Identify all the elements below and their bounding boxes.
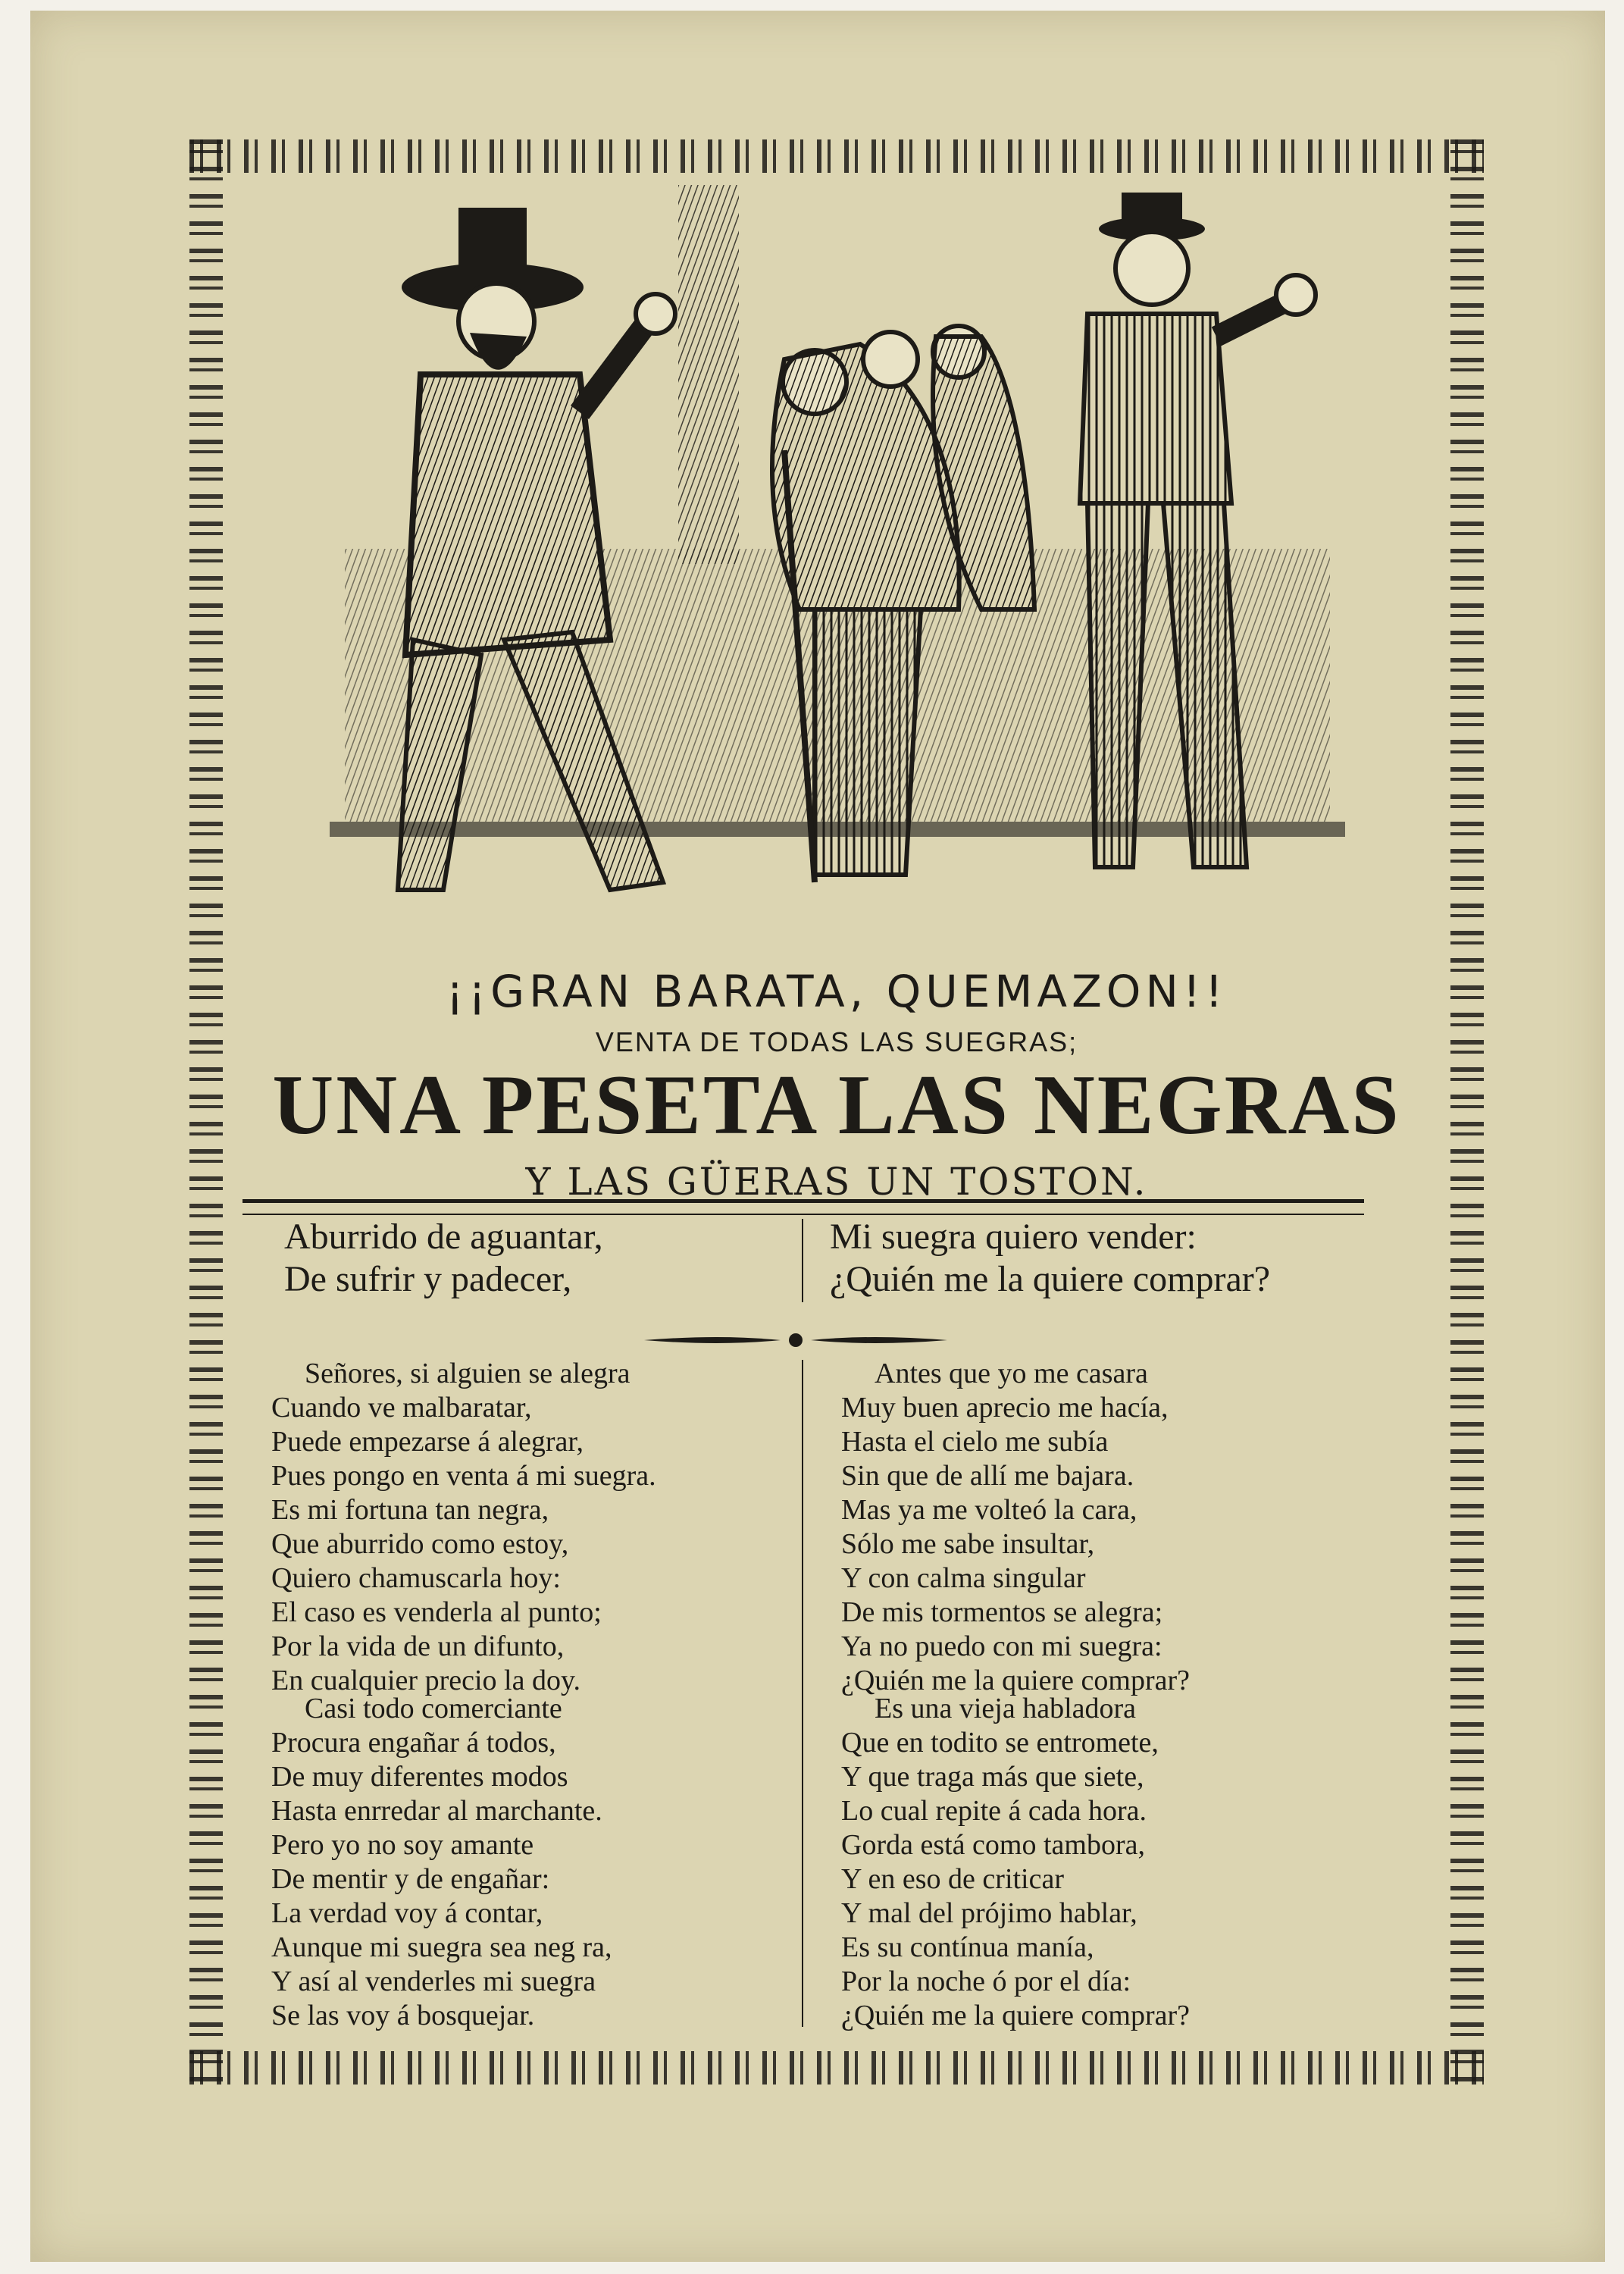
subheadline-gueras: Y LAS GÜERAS UN TOSTON. xyxy=(525,1160,1148,1204)
verse-line: Pero yo no soy amante xyxy=(271,1829,534,1861)
verse-line: Y que traga más que siete, xyxy=(841,1761,1144,1793)
verse-line: Antes que yo me casara xyxy=(875,1358,1148,1389)
body-column-divider xyxy=(802,1360,803,2027)
intro-line: Mi suegra quiero vender: xyxy=(830,1217,1197,1257)
verse-line: Por la vida de un difunto, xyxy=(271,1630,565,1662)
verse-line: Pues pongo en venta á mi suegra. xyxy=(271,1460,656,1492)
verse-line: Procura engañar á todos, xyxy=(271,1727,556,1759)
verse-line: Es su contínua manía, xyxy=(841,1931,1094,1963)
border-top-ornament xyxy=(189,139,1484,173)
left-stanza-2 xyxy=(271,1692,794,2033)
right-stanza-1 xyxy=(841,1357,1417,1698)
left-stanza-1 xyxy=(271,1357,794,1698)
verse-line: Es una vieja habladora xyxy=(875,1693,1137,1724)
verse-line: Casi todo comerciante xyxy=(305,1693,562,1724)
intro-line: Aburrido de aguantar, xyxy=(284,1217,603,1257)
verse-line: Ya no puedo con mi suegra: xyxy=(841,1630,1162,1662)
verse-line: Quiero chamuscarla hoy: xyxy=(271,1562,561,1594)
border-right-ornament xyxy=(1450,139,1484,2084)
intro-column-divider xyxy=(802,1219,803,1302)
intro-line: ¿Quién me la quiere comprar? xyxy=(830,1259,1271,1299)
verse-line: Se las voy á bosquejar. xyxy=(271,2000,535,2031)
verse-line: De mentir y de engañar: xyxy=(271,1863,550,1895)
intro-right xyxy=(830,1216,1421,1301)
verse-line: Hasta enrredar al marchante. xyxy=(271,1795,602,1827)
intro-line: De sufrir y padecer, xyxy=(284,1259,572,1299)
verse-line: Y en eso de criticar xyxy=(841,1863,1064,1895)
verse-line: ¿Quién me la quiere comprar? xyxy=(841,1665,1190,1696)
verse-line: ¿Quién me la quiere comprar? xyxy=(841,2000,1190,2031)
intro-left xyxy=(284,1216,777,1301)
verse-line: Puede empezarse á alegrar, xyxy=(271,1426,584,1458)
typographic-ornament-icon xyxy=(644,1331,947,1349)
verse-line: Muy buen aprecio me hacía, xyxy=(841,1392,1169,1424)
headline-una-peseta: UNA PESETA LAS NEGRAS xyxy=(272,1058,1401,1152)
verse-line: El caso es venderla al punto; xyxy=(271,1596,602,1628)
verse-line: Y mal del prójimo hablar, xyxy=(841,1897,1137,1929)
decorative-border-frame xyxy=(189,139,1484,2084)
verse-line: Que aburrido como estoy, xyxy=(271,1528,569,1560)
right-stanza-2 xyxy=(841,1692,1417,2033)
verse-line: Sin que de allí me bajara. xyxy=(841,1460,1134,1492)
verse-line: Mas ya me volteó la cara, xyxy=(841,1494,1137,1526)
verse-line: Lo cual repite á cada hora. xyxy=(841,1795,1147,1827)
verse-line: Y con calma singular xyxy=(841,1562,1086,1594)
woodcut-illustration-icon xyxy=(330,185,1345,943)
border-bottom-ornament xyxy=(189,2051,1484,2084)
verse-line: De muy diferentes modos xyxy=(271,1761,568,1793)
verse-line: Gorda está como tambora, xyxy=(841,1829,1145,1861)
subheadline-venta: VENTA DE TODAS LAS SUEGRAS; xyxy=(595,1026,1078,1057)
paper-sheet xyxy=(30,11,1605,2262)
verse-line: Aunque mi suegra sea neg ra, xyxy=(271,1931,612,1963)
verse-line: Hasta el cielo me subía xyxy=(841,1426,1109,1458)
double-rule-divider xyxy=(243,1199,1364,1215)
border-left-ornament xyxy=(189,139,223,2084)
verse-line: Señores, si alguien se alegra xyxy=(305,1358,631,1389)
verse-line: En cualquier precio la doy. xyxy=(271,1665,580,1696)
verse-line: Que en todito se entromete, xyxy=(841,1727,1159,1759)
verse-line: De mis tormentos se alegra; xyxy=(841,1596,1163,1628)
verse-line: Cuando ve malbaratar, xyxy=(271,1392,532,1424)
verse-line: Por la noche ó por el día: xyxy=(841,1965,1131,1997)
verse-line: La verdad voy á contar, xyxy=(271,1897,543,1929)
headline-gran-barata: ¡¡GRAN BARATA, QUEMAZON!! xyxy=(446,966,1228,1017)
verse-line: Y así al venderles mi suegra xyxy=(271,1965,596,1997)
verse-line: Es mi fortuna tan negra, xyxy=(271,1494,549,1526)
verse-line: Sólo me sabe insultar, xyxy=(841,1528,1095,1560)
